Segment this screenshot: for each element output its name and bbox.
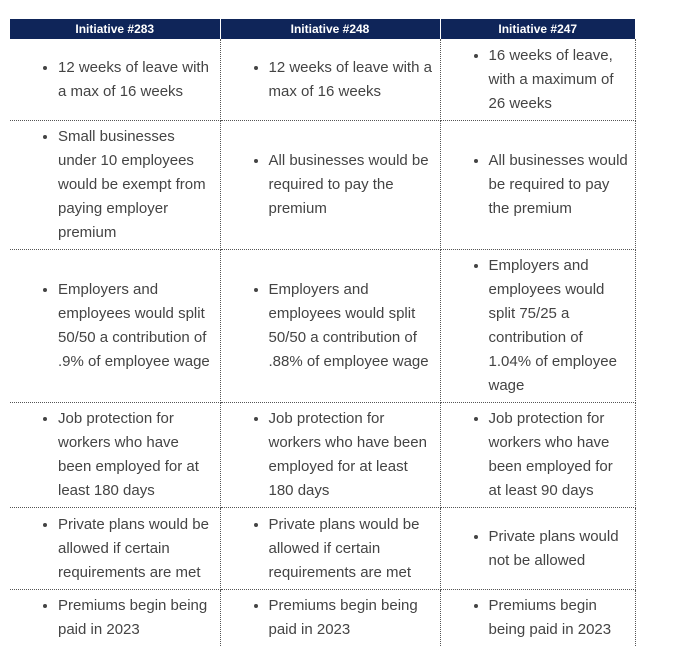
- list-item: • Premiums begin being paid in 2023: [58, 594, 214, 642]
- table-cell: [10, 39, 220, 121]
- table-row-private-plans: [10, 508, 635, 590]
- table-cell: [10, 403, 220, 508]
- list-item: • All businesses would be required to pay the premium: [269, 149, 434, 221]
- list-item: • All businesses would be required to pay the premium: [489, 149, 629, 221]
- column-header-initiative-248: Initiative #248: [220, 19, 440, 39]
- table-cell: [440, 39, 635, 121]
- table-cell: [220, 250, 440, 403]
- table-cell: [220, 403, 440, 508]
- table-cell: [220, 508, 440, 590]
- table-cell: [10, 508, 220, 590]
- list-item: • Premiums begin being paid in 2023: [489, 594, 629, 642]
- table-header-row: [10, 19, 635, 39]
- list-item: • Employers and employees would split 50/50 a contribution of .9% of employee wage: [58, 278, 214, 374]
- table-cell: [220, 39, 440, 121]
- table-cell: [440, 250, 635, 403]
- column-header-initiative-283: Initiative #283: [10, 19, 220, 39]
- column-header-initiative-247: Initiative #247: [440, 19, 635, 39]
- table-cell: [440, 403, 635, 508]
- comparison-table-container: [10, 19, 635, 646]
- list-item: • Job protection for workers who have been employed for at least 180 days: [269, 407, 434, 503]
- list-item: • 12 weeks of leave with a max of 16 weeks: [269, 56, 434, 104]
- list-item: • Employers and employees would split 50/50 a contribution of .88% of employee wage: [269, 278, 434, 374]
- table-row-premium-start: [10, 590, 635, 647]
- table-row-business-premium: [10, 121, 635, 250]
- table-cell: [10, 590, 220, 647]
- table-cell: [440, 508, 635, 590]
- list-item: • Private plans would be allowed if certain requirements are met: [58, 513, 214, 585]
- initiative-comparison-table: [10, 19, 636, 646]
- list-item: • 12 weeks of leave with a max of 16 weeks: [58, 56, 214, 104]
- list-item: • Small businesses under 10 employees would be exempt from paying employer premium: [58, 125, 214, 245]
- list-item: • Job protection for workers who have been employed for at least 90 days: [489, 407, 629, 503]
- list-item: • 16 weeks of leave, with a maximum of 26 weeks: [489, 44, 629, 116]
- table-cell: [10, 250, 220, 403]
- table-cell: [440, 590, 635, 647]
- list-item: • Private plans would be allowed if certain requirements are met: [269, 513, 434, 585]
- list-item: • Job protection for workers who have been employed for at least 180 days: [58, 407, 214, 503]
- table-cell: [10, 121, 220, 250]
- table-cell: [220, 590, 440, 647]
- list-item: • Employers and employees would split 75/25 a contribution of 1.04% of employee wage: [489, 254, 629, 398]
- table-row-leave-duration: [10, 39, 635, 121]
- list-item: • Private plans would not be allowed: [489, 525, 629, 573]
- table-cell: [440, 121, 635, 250]
- list-item: • Premiums begin being paid in 2023: [269, 594, 434, 642]
- table-cell: [220, 121, 440, 250]
- table-row-contribution-split: [10, 250, 635, 403]
- table-row-job-protection: [10, 403, 635, 508]
